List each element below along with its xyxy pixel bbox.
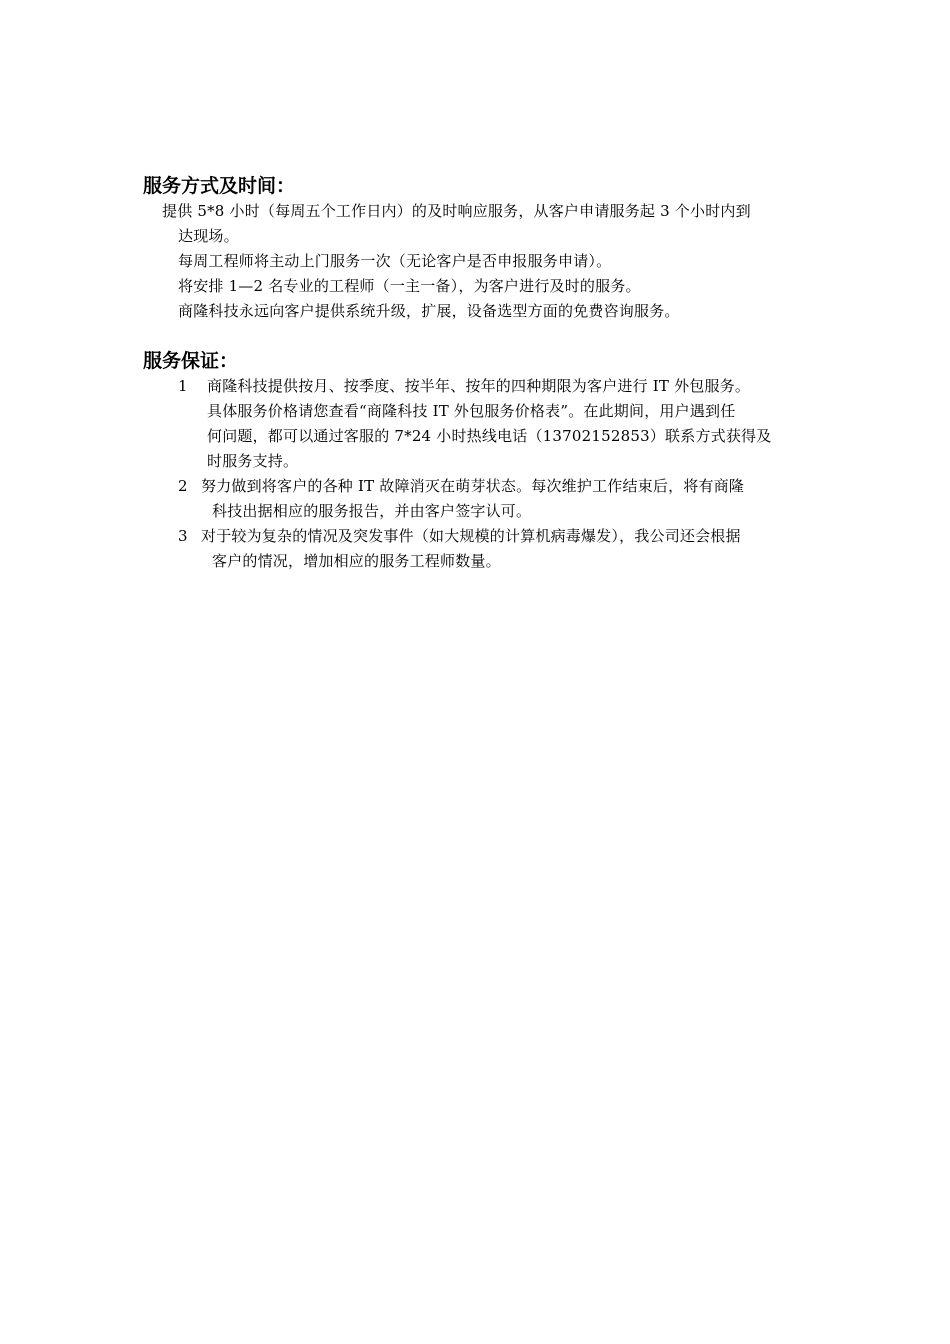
service-guarantee-heading: 服务保证：	[143, 350, 239, 372]
guarantee-item-1-line-3: 何问题，都可以通过客服的 7*24 小时热线电话（13702152853）联系方式获得及	[207, 427, 772, 445]
guarantee-item-1-line-4: 时服务支持。	[207, 452, 299, 470]
guarantee-item-2-line-2: 科技出据相应的服务报告，并由客户签字认可。	[212, 502, 532, 520]
service-mode-heading: 服务方式及时间：	[143, 175, 296, 197]
service-mode-line-3: 每周工程师将主动上门服务一次（无论客户是否申报服务申请）。	[178, 252, 612, 270]
guarantee-item-1-line-2: 具体服务价格请您查看“商隆科技 IT 外包服务价格表”。在此期间，用户遇到任	[207, 402, 736, 420]
guarantee-item-3-line-1: 对于较为复杂的情况及突发事件（如大规模的计算机病毒爆发），我公司还会根据	[201, 527, 741, 545]
guarantee-item-3-number: 3	[178, 527, 188, 545]
service-mode-line-2: 达现场。	[178, 227, 239, 245]
guarantee-item-1-line-1: 商隆科技提供按月、按季度、按半年、按年的四种期限为客户进行 IT 外包服务。	[207, 377, 751, 395]
service-mode-line-5: 商隆科技永远向客户提供系统升级，扩展，设备选型方面的免费咨询服务。	[178, 302, 680, 320]
service-mode-line-1: 提供 5*8 小时（每周五个工作日内）的及时响应服务，从客户申请服务起 3 个小时内到	[162, 202, 751, 220]
guarantee-item-2-line-1: 努力做到将客户的各种 IT 故障消灭在萌芽状态。每次维护工作结束后，将有商隆	[201, 477, 745, 495]
guarantee-item-2-number: 2	[178, 477, 188, 495]
guarantee-item-1-number: 1	[178, 377, 188, 395]
service-mode-line-4: 将安排 1—2 名专业的工程师（一主一备），为客户进行及时的服务。	[178, 277, 641, 295]
guarantee-item-3-line-2: 客户的情况，增加相应的服务工程师数量。	[212, 552, 501, 570]
